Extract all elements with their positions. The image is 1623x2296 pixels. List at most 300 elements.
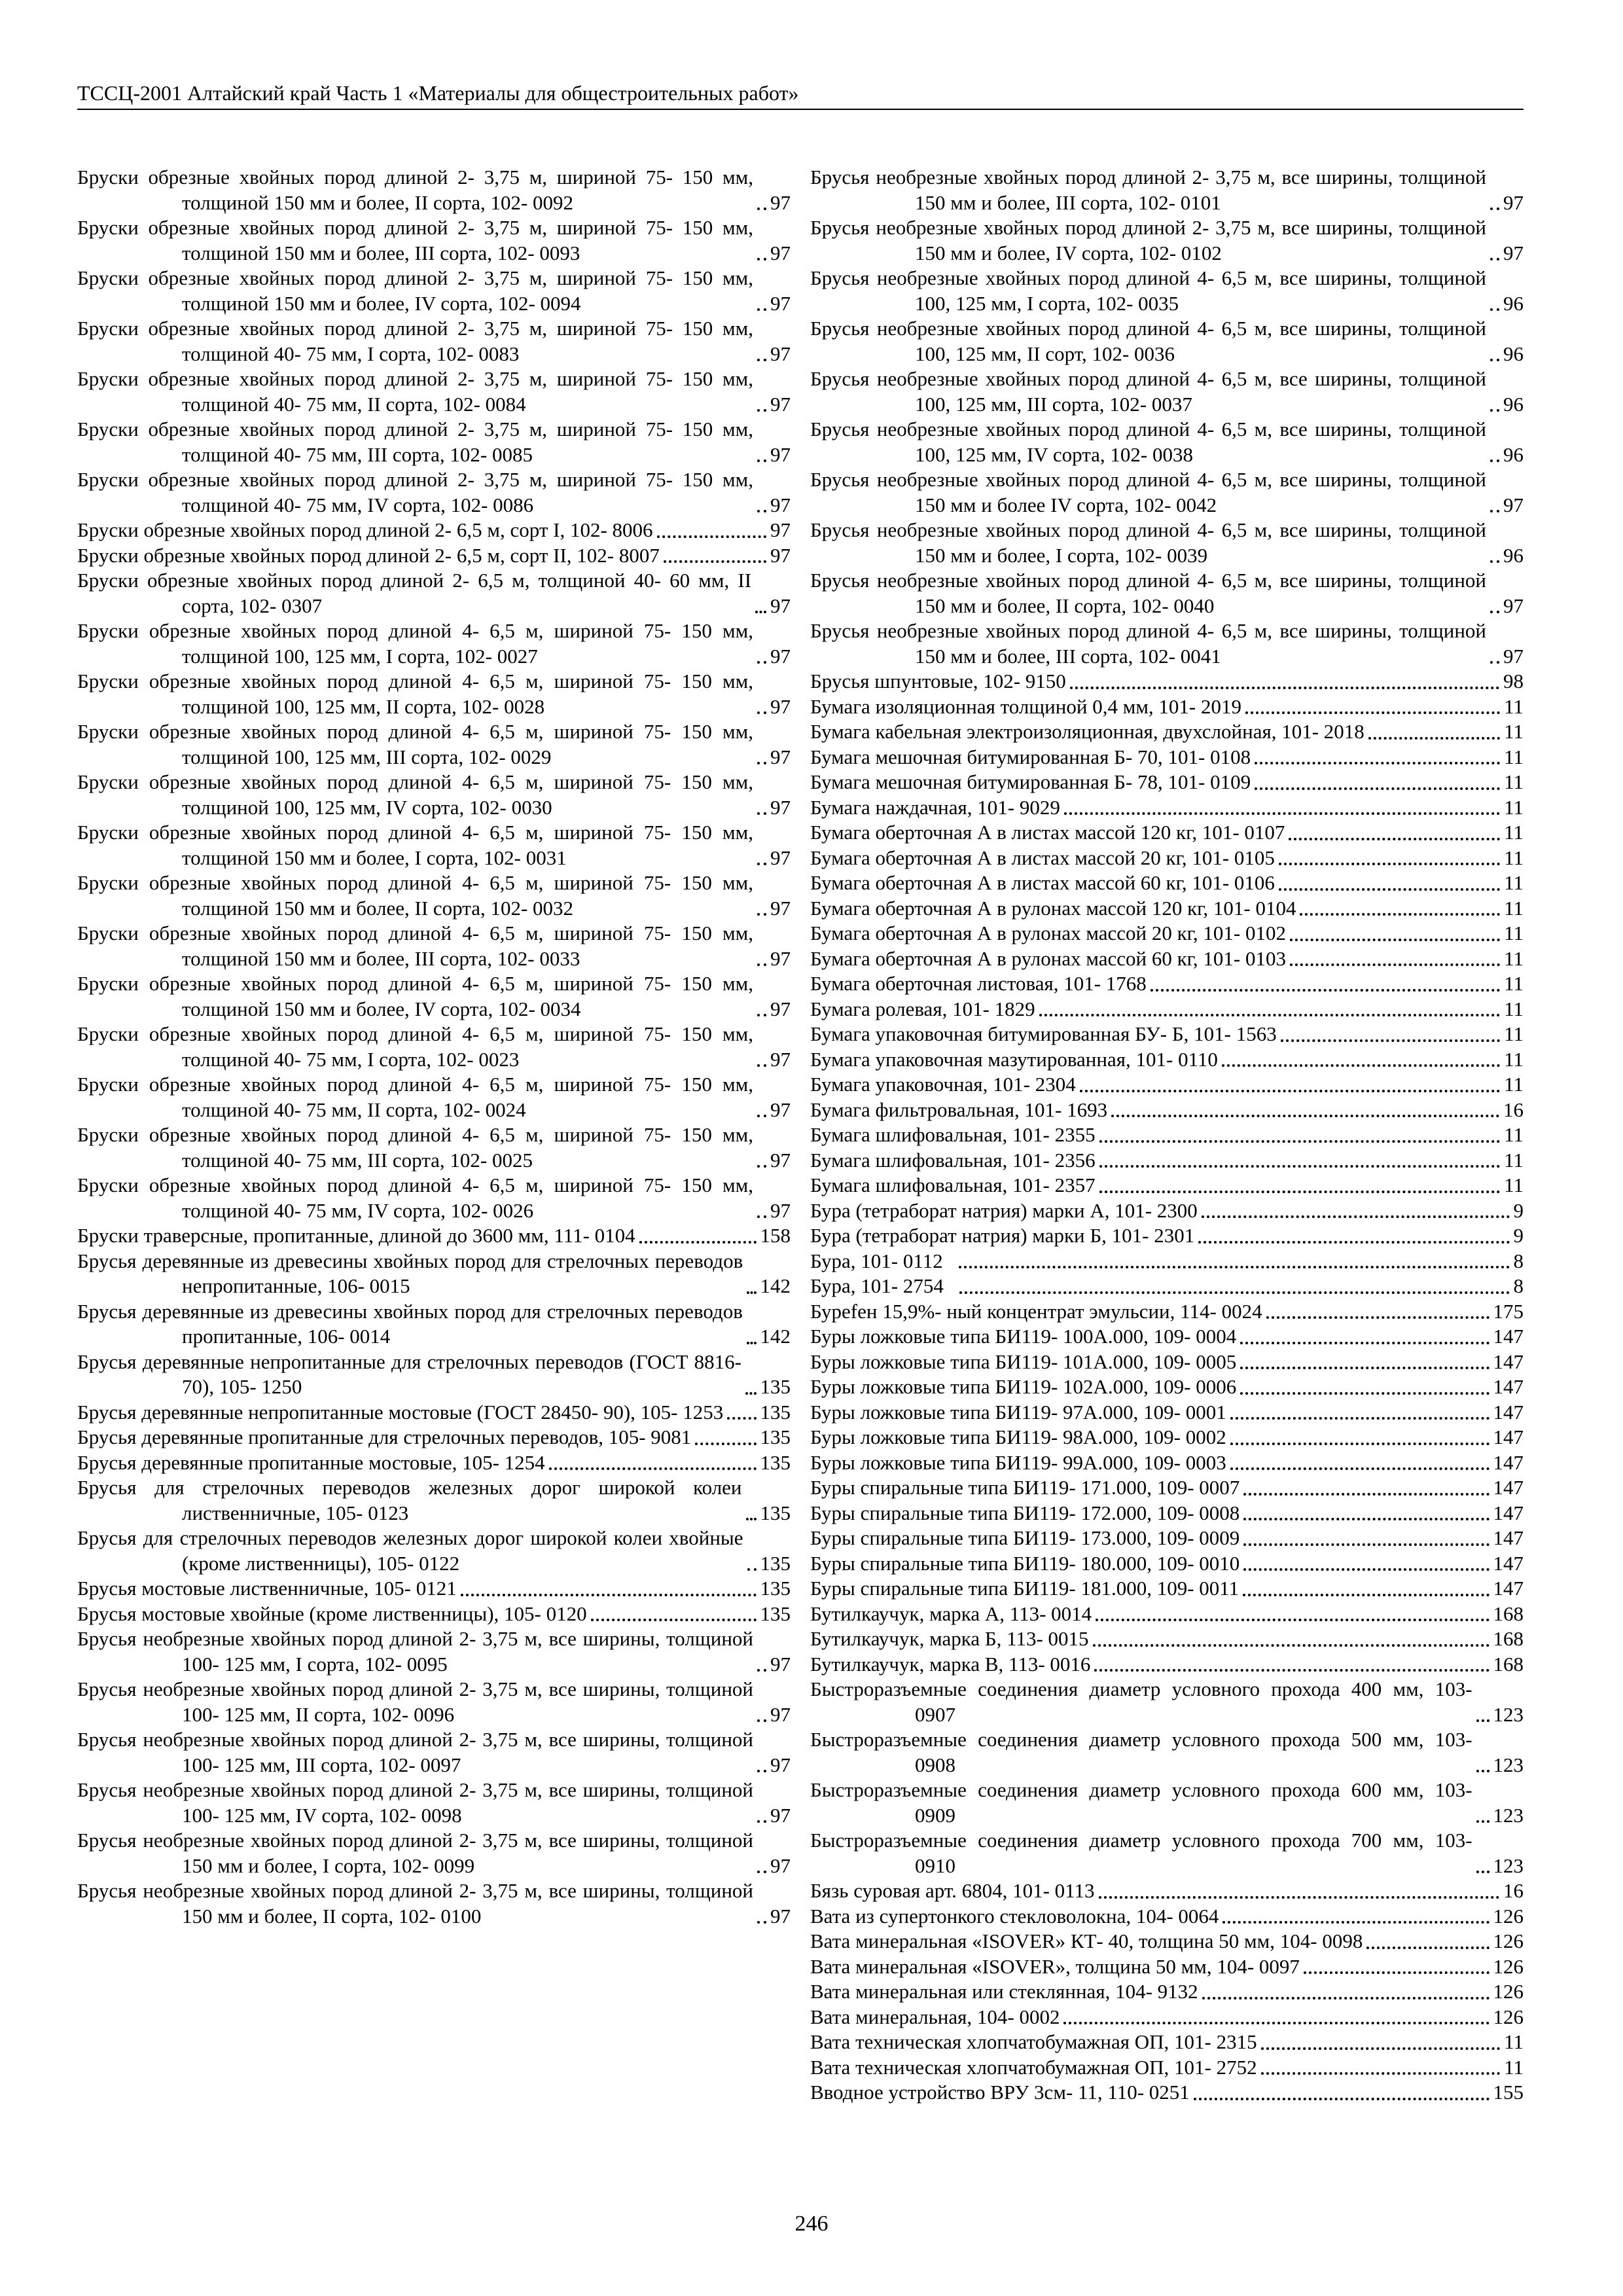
dot-leader	[1279, 863, 1500, 865]
index-entry-page: 126	[1493, 2005, 1524, 2028]
index-entry	[810, 1954, 1524, 1980]
dot-leader	[1476, 1820, 1489, 1823]
dot-leader	[1194, 2098, 1489, 2100]
dot-leader	[757, 258, 766, 260]
index-entry	[77, 316, 791, 367]
index-entry	[810, 568, 1524, 619]
index-entry	[810, 1047, 1524, 1073]
dot-leader	[1039, 1014, 1500, 1016]
index-entry	[77, 1878, 791, 1929]
dot-leader	[757, 1215, 766, 1218]
index-entry	[810, 1122, 1524, 1148]
index-entry-page: 123	[1493, 1854, 1524, 1877]
index-entry-page: 9	[1513, 1224, 1524, 1247]
index-entry	[810, 619, 1524, 669]
index-entry	[77, 1475, 791, 1526]
index-entry	[810, 417, 1524, 467]
dot-leader	[695, 1443, 756, 1445]
index-entry-term: Бумага фильтровальная, 101- 1693	[810, 1098, 1108, 1121]
index-entry-term: Бутилкаучук, марка В, 113- 0016	[810, 1652, 1091, 1676]
index-entry-page: 96	[1503, 291, 1524, 315]
index-entry-page: 97	[770, 442, 791, 466]
index-entry-page: 135	[760, 1426, 791, 1448]
index-entry	[77, 1526, 791, 1576]
index-entry	[810, 1626, 1524, 1652]
index-entry-term: Буры ложковые типа БИ119- 98А.000, 109- 0002	[810, 1426, 1226, 1448]
dot-leader	[1111, 1115, 1499, 1117]
index-entry-term: Брусья необрезные хвойных пород длиной 2- 3,75 м, все ширины, толщиной 150 мм и более, IV сорта, 102- 0102	[810, 216, 1486, 264]
index-entry-page: 135	[760, 1450, 791, 1474]
index-entry-term: Быстроразъемные соединения диаметр условного прохода 500 мм, 103- 0908	[810, 1728, 1472, 1776]
dot-leader	[757, 459, 766, 462]
dot-leader	[1490, 560, 1499, 563]
index-entry-term: Буреfен 15,9%- ный концентрат эмульсии, 114- 0024	[810, 1299, 1262, 1323]
index-entry-page: 97	[1503, 594, 1524, 617]
index-entry-page: 11	[1504, 1148, 1524, 1172]
index-entry-term: Бруски обрезные хвойных пород длиной 4- 6,5 м, шириной 75- 150 мм, толщиной 40- 75 мм, I сорта, 102- 0023	[77, 1022, 753, 1071]
index-entry-page: 97	[770, 392, 791, 416]
dot-leader	[1099, 1191, 1501, 1193]
index-entry-page: 97	[770, 342, 791, 365]
index-entry-page: 11	[1504, 720, 1524, 743]
index-entry	[77, 719, 791, 770]
index-entry-page: 168	[1493, 1602, 1524, 1625]
index-entry	[810, 1778, 1524, 1828]
index-entry-term: Бруски обрезные хвойных пород длиной 4- 6,5 м, шириной 75- 150 мм, толщиной 40- 75 мм, II сорта, 102- 0024	[77, 1073, 753, 1121]
index-entry	[77, 543, 791, 569]
dot-leader	[591, 1619, 757, 1621]
index-entry-page: 11	[1504, 770, 1524, 793]
index-entry-term: Бруски обрезные хвойных пород длиной 2- 3,75 м, шириной 75- 150 мм, толщиной 40- 75 мм, III сорта, 102- 0085	[77, 418, 753, 466]
index-entry-page: 96	[1503, 342, 1524, 365]
index-entry-page: 96	[1503, 442, 1524, 466]
dot-leader	[757, 711, 766, 714]
dot-leader	[1476, 1770, 1489, 1772]
index-entry-page: 97	[770, 997, 791, 1020]
dot-leader	[1099, 1165, 1501, 1168]
index-entry	[810, 770, 1524, 795]
dot-leader	[1304, 1971, 1489, 1974]
dot-leader	[959, 1266, 1510, 1268]
dot-leader	[1368, 737, 1500, 740]
index-entry-term: Быстроразъемные соединения диаметр условного прохода 400 мм, 103- 0907	[810, 1677, 1472, 1726]
dot-leader	[1230, 1417, 1489, 1420]
index-entry	[810, 1727, 1524, 1778]
index-entry	[810, 1098, 1524, 1123]
dot-leader	[1279, 888, 1500, 891]
dot-leader	[755, 611, 766, 613]
index-entry	[810, 1450, 1524, 1476]
index-entry	[77, 1022, 791, 1072]
index-entry-term: Бумага оберточная листовая, 101- 1768	[810, 972, 1147, 995]
index-entry-term: Брусья необрезные хвойных пород длиной 4- 6,5 м, все ширины, толщиной 150 мм и более, I сорта, 102- 0039	[810, 518, 1486, 567]
index-entry	[77, 1727, 791, 1778]
dot-leader	[664, 560, 766, 563]
index-column-right	[810, 165, 1524, 2106]
dot-leader	[1261, 2047, 1501, 2050]
index-entry-term: Буры ложковые типа БИ119- 102А.000, 109- 0006	[810, 1375, 1237, 1398]
index-entry-page: 135	[760, 1577, 791, 1600]
index-entry-page: 97	[770, 1702, 791, 1726]
index-entry	[810, 921, 1524, 946]
index-entry-page: 97	[770, 1652, 791, 1676]
index-entry	[77, 1576, 791, 1602]
index-entry	[810, 1576, 1524, 1602]
index-entry-page: 97	[770, 1803, 791, 1827]
index-entry	[810, 1425, 1524, 1450]
dot-leader	[549, 1467, 757, 1470]
dot-leader	[757, 762, 766, 764]
index-entry-term: Буры спиральные типа БИ119- 181.000, 109- 0011	[810, 1577, 1240, 1600]
index-entry-term: Бумага оберточная А в рулонах массой 60 кг, 101- 0103	[810, 946, 1286, 970]
dot-leader	[1490, 207, 1499, 210]
index-entry	[77, 1350, 791, 1400]
index-entry	[810, 1828, 1524, 1878]
dot-leader	[747, 1568, 757, 1571]
index-entry-term: Бура, 101- 0112	[810, 1249, 943, 1272]
dot-leader	[1243, 1594, 1489, 1596]
index-entry-term: Буры ложковые типа БИ119- 99А.000, 109- 0003	[810, 1450, 1226, 1474]
index-entry-term: Брусья необрезные хвойных пород длиной 4- 6,5 м, все ширины, толщиной 100, 125 мм, III сорта, 102- 0037	[810, 367, 1486, 416]
index-entry-term: Брусья необрезные хвойных пород длиной 4- 6,5 м, все ширины, толщиной 150 мм и более, III сорта, 102- 0041	[810, 619, 1486, 668]
index-entry-page: 97	[770, 190, 791, 214]
index-entry-term: Бязь суровая арт. 6804, 101- 0113	[810, 1879, 1095, 1902]
page-number: 246	[794, 2212, 829, 2236]
index-entry-term: Брусья деревянные пропитанные мостовые, 105- 1254	[77, 1450, 545, 1474]
dot-leader	[757, 963, 766, 966]
index-entry	[77, 770, 791, 820]
dot-leader	[1243, 1493, 1489, 1496]
dot-leader	[1243, 1568, 1489, 1571]
index-entry-term: Бруски обрезные хвойных пород длиной 2- 6,5 м, сорт I, 102- 8006	[77, 518, 653, 541]
dot-leader	[1366, 1946, 1489, 1949]
dot-leader	[746, 1518, 757, 1520]
index-entry-term: Вата техническая хлопчатобумажная ОП, 101- 2752	[810, 2055, 1257, 2079]
dot-leader	[1094, 1669, 1489, 1672]
index-entry	[810, 1249, 1524, 1274]
index-entry-term: Вата минеральная «ISOVER», толщина 50 мм, 104- 0097	[810, 1954, 1300, 1978]
dot-leader	[1281, 1039, 1500, 1042]
dot-leader	[757, 409, 766, 412]
index-entry	[77, 1249, 791, 1299]
dot-leader	[1243, 1518, 1489, 1520]
index-entry-term: Бруски обрезные хвойных пород длиной 2- 6,5 м, толщиной 40- 60 мм, II сорта, 102- 0307	[77, 569, 752, 617]
index-entry-page: 142	[760, 1325, 791, 1348]
index-entry-term: Брусья необрезные хвойных пород длиной 2- 3,75 м, все ширины, толщиной 100- 125 мм, I сорта, 102- 0095	[77, 1627, 753, 1676]
index-entry-term: Бумага шлифовальная, 101- 2356	[810, 1148, 1096, 1172]
index-entry-page: 147	[1493, 1577, 1524, 1600]
index-entry-term: Бумага упаковочная битумированная БУ- Б, 101- 1563	[810, 1022, 1277, 1045]
dot-leader	[757, 1719, 766, 1722]
index-entry	[77, 266, 791, 316]
index-entry-page: 126	[1493, 1954, 1524, 1978]
dot-leader	[1243, 1543, 1489, 1546]
index-entry-page: 98	[1503, 670, 1524, 692]
index-entry-term: Вводное устройство ВРУ 3см- 11, 110- 0251	[810, 2081, 1190, 2104]
index-entry-page: 97	[770, 795, 791, 819]
index-entry	[810, 846, 1524, 871]
index-entry-term: Бумага изоляционная толщиной 0,4 мм, 101- 2019	[810, 694, 1242, 718]
index-entry	[810, 1929, 1524, 1954]
index-entry-page: 11	[1504, 694, 1524, 718]
dot-leader	[1490, 359, 1499, 361]
index-entry-page: 11	[1504, 795, 1524, 819]
index-entry-page: 8	[1513, 1274, 1524, 1297]
dot-leader	[639, 1241, 757, 1244]
dot-leader	[1300, 913, 1500, 916]
index-entry-page: 135	[760, 1501, 791, 1524]
index-entry	[77, 1450, 791, 1476]
index-entry	[77, 1626, 791, 1677]
dot-leader	[1230, 1467, 1489, 1470]
index-entry-term: Бруски обрезные хвойных пород длиной 2- 3,75 м, шириной 75- 150 мм, толщиной 40- 75 мм, IV сорта, 102- 0086	[77, 468, 753, 516]
header-title: ТССЦ-2001 Алтайский край Часть 1 «Материалы для общестроительных работ»	[77, 81, 799, 105]
index-entry-page: 11	[1504, 1047, 1524, 1071]
dot-leader	[1266, 1316, 1489, 1319]
index-entry-page: 147	[1493, 1350, 1524, 1373]
index-entry	[810, 2005, 1524, 2030]
index-entry-term: Бумага мешочная битумированная Б- 70, 101- 0108	[810, 745, 1251, 768]
index-entry-page: 135	[760, 1375, 791, 1398]
index-entry-term: Бруски обрезные хвойных пород длиной 2- 3,75 м, шириной 75- 150 мм, толщиной 150 мм и более, IV сорта, 102- 0094	[77, 266, 753, 315]
dot-leader	[1222, 1064, 1500, 1067]
index-entry-page: 8	[1513, 1249, 1524, 1272]
index-entry-page: 97	[770, 493, 791, 516]
index-entry-page: 123	[1493, 1803, 1524, 1827]
index-entry-term: Буры ложковые типа БИ119- 101А.000, 109- 0005	[810, 1350, 1237, 1373]
index-entry-page: 97	[770, 543, 791, 567]
index-entry	[77, 1122, 791, 1173]
index-entry-page: 123	[1493, 1753, 1524, 1776]
dot-leader	[1290, 963, 1500, 966]
index-entry-page: 96	[1503, 392, 1524, 416]
index-entry-page: 135	[760, 1551, 791, 1575]
dot-leader	[959, 1291, 1510, 1294]
index-entry	[77, 921, 791, 971]
index-entry-term: Буры спиральные типа БИ119- 172.000, 109- 0008	[810, 1501, 1240, 1524]
index-entry-term: Бумага шлифовальная, 101- 2357	[810, 1174, 1096, 1196]
dot-leader	[1093, 1644, 1489, 1647]
index-entry	[810, 1979, 1524, 2005]
index-entry-page: 126	[1493, 1904, 1524, 1928]
index-entry-term: Бура (тетраборат натрия) марки А, 101- 2300	[810, 1198, 1198, 1222]
index-entry-page: 175	[1493, 1299, 1524, 1323]
index-entry-term: Брусья деревянные непропитанные для стрелочных переводов (ГОСТ 8816- 70), 105- 1250	[77, 1350, 741, 1398]
index-entry-page: 11	[1504, 1174, 1524, 1196]
dot-leader	[1490, 308, 1499, 311]
index-entry-term: Брусья деревянные пропитанные для стрелочных переводов, 105- 9081	[77, 1426, 692, 1448]
index-entry-term: Бумага кабельная электроизоляционная, двухслойная, 101- 2018	[810, 720, 1364, 743]
index-entry	[77, 669, 791, 719]
index-entry	[810, 1400, 1524, 1426]
dot-leader	[745, 1392, 757, 1395]
index-entry	[810, 316, 1524, 367]
index-entry	[77, 1400, 791, 1426]
index-entry-page: 11	[1504, 972, 1524, 995]
dot-leader	[747, 1291, 756, 1294]
index-entry-term: Бруски обрезные хвойных пород длиной 2- 3,75 м, шириной 75- 150 мм, толщиной 40- 75 мм, II сорта, 102- 0084	[77, 367, 753, 416]
index-entry	[810, 1475, 1524, 1501]
dot-leader	[461, 1594, 757, 1596]
index-entry-page: 97	[770, 896, 791, 920]
index-entry-term: Бутилкаучук, марка Б, 113- 0015	[810, 1627, 1089, 1650]
index-entry-term: Бумага упаковочная, 101- 2304	[810, 1073, 1076, 1096]
index-entry	[810, 1299, 1524, 1325]
dot-leader	[1476, 1871, 1489, 1873]
index-entry-term: Бруски обрезные хвойных пород длиной 4- 6,5 м, шириной 75- 150 мм, толщиной 150 мм и более, III сорта, 102- 0033	[77, 922, 753, 970]
index-entry-term: Брусья необрезные хвойных пород длиной 4- 6,5 м, все ширины, толщиной 150 мм и более IV сорта, 102- 0042	[810, 468, 1486, 516]
index-entry	[810, 971, 1524, 997]
index-entry-term: Бруски обрезные хвойных пород длиной 4- 6,5 м, шириной 75- 150 мм, толщиной 100, 125 мм, I сорта, 102- 0027	[77, 619, 753, 668]
index-entry	[810, 1148, 1524, 1174]
index-entry-page: 147	[1493, 1551, 1524, 1575]
index-entry	[810, 694, 1524, 720]
index-entry-page: 147	[1493, 1375, 1524, 1398]
index-entry-term: Бруски обрезные хвойных пород длиной 2- 3,75 м, шириной 75- 150 мм, толщиной 150 мм и более, III сорта, 102- 0093	[77, 216, 753, 264]
dot-leader	[1490, 409, 1499, 412]
dot-leader	[1063, 2022, 1489, 2024]
dot-leader	[747, 1342, 757, 1344]
dot-leader	[1099, 1896, 1499, 1899]
dot-leader	[1096, 1619, 1489, 1621]
index-entry-term: Брусья необрезные хвойных пород длиной 2- 3,75 м, все ширины, толщиной 100- 125 мм, III сорта, 102- 0097	[77, 1728, 753, 1776]
index-entry	[77, 1677, 791, 1727]
index-entry-page: 97	[770, 1198, 791, 1222]
index-entry	[810, 1526, 1524, 1551]
index-entry-term: Бруски обрезные хвойных пород длиной 4- 6,5 м, шириной 75- 150 мм, толщиной 150 мм и более, IV сорта, 102- 0034	[77, 972, 753, 1020]
index-entry-term: Вата минеральная «ISOVER» КТ- 40, толщина 50 мм, 104- 0098	[810, 1929, 1363, 1952]
dot-leader	[1064, 812, 1500, 815]
dot-leader	[1222, 1921, 1489, 1924]
index-entry-page: 97	[770, 1904, 791, 1928]
index-entry	[810, 2080, 1524, 2106]
index-entry-page: 97	[1503, 241, 1524, 264]
index-entry-page: 16	[1503, 1879, 1524, 1902]
index-entry-term: Бруски обрезные хвойных пород длиной 4- 6,5 м, шириной 75- 150 мм, толщиной 40- 75 мм, IV сорта, 102- 0026	[77, 1174, 753, 1222]
index-entry	[77, 1173, 791, 1223]
index-entry	[77, 1299, 791, 1350]
index-entry-term: Бутилкаучук, марка А, 113- 0014	[810, 1602, 1092, 1625]
index-entry-page: 9	[1513, 1198, 1524, 1222]
index-entry-term: Бура, 101- 2754	[810, 1274, 944, 1297]
dot-leader	[757, 812, 766, 815]
dot-leader	[1490, 661, 1499, 664]
index-entry-term: Брусья деревянные из древесины хвойных пород для стрелочных переводов пропитанные, 106- 0014	[77, 1299, 743, 1348]
index-entry-page: 11	[1504, 2055, 1524, 2079]
index-entry-page: 126	[1493, 1929, 1524, 1952]
index-entry-page: 97	[770, 1047, 791, 1071]
dot-leader	[1289, 838, 1500, 840]
dot-leader	[757, 913, 766, 916]
dot-leader	[657, 535, 766, 538]
index-entry-term: Бумага оберточная А в листах массой 120 кг, 101- 0107	[810, 821, 1285, 844]
dot-leader	[757, 1669, 766, 1672]
dot-leader	[757, 661, 766, 664]
index-entry-page: 11	[1504, 846, 1524, 869]
index-entry-page: 97	[770, 946, 791, 970]
index-entry	[810, 1324, 1524, 1350]
dot-leader	[1150, 989, 1500, 992]
index-entry-page: 158	[760, 1224, 791, 1247]
index-entry	[77, 971, 791, 1022]
index-entry	[77, 1425, 791, 1450]
index-entry-term: Бумага шлифовальная, 101- 2355	[810, 1123, 1096, 1146]
index-entry-page: 97	[1503, 644, 1524, 668]
index-entry-term: Бумага оберточная А в листах массой 20 кг, 101- 0105	[810, 846, 1275, 869]
index-entry-page: 97	[770, 1148, 791, 1172]
index-entry-term: Бруски обрезные хвойных пород длиной 4- 6,5 м, шириной 75- 150 мм, толщиной 40- 75 мм, III сорта, 102- 0025	[77, 1123, 753, 1172]
index-entry-page: 147	[1493, 1400, 1524, 1424]
index-entry-page: 97	[1503, 190, 1524, 214]
index-entry-page: 147	[1493, 1450, 1524, 1474]
index-entry-term: Брусья мостовые хвойные (кроме лиственницы), 105- 0120	[77, 1602, 587, 1625]
index-entry-term: Бумага оберточная А в рулонах массой 120 кг, 101- 0104	[810, 896, 1296, 920]
index-entry	[810, 870, 1524, 896]
index-entry	[810, 215, 1524, 266]
index-entry-term: Брусья деревянные из древесины хвойных пород для стрелочных переводов непропитанные, 106- 0015	[77, 1249, 743, 1297]
index-entry-term: Бумага мешочная битумированная Б- 78, 101- 0109	[810, 770, 1251, 793]
index-entry-page: 147	[1493, 1476, 1524, 1499]
index-entry-term: Вата техническая хлопчатобумажная ОП, 101- 2315	[810, 2030, 1257, 2053]
index-entry-page: 126	[1493, 1980, 1524, 2003]
index-entry-page: 11	[1504, 946, 1524, 970]
index-entry	[810, 1274, 1524, 1299]
index-entry-term: Брусья необрезные хвойных пород длиной 4- 6,5 м, все ширины, толщиной 100, 125 мм, I сорта, 102- 0035	[810, 266, 1486, 315]
index-entry	[810, 2055, 1524, 2081]
index-entry-term: Бруски обрезные хвойных пород длиной 4- 6,5 м, шириной 75- 150 мм, толщиной 150 мм и более, II сорта, 102- 0032	[77, 871, 753, 920]
index-entry	[77, 1072, 791, 1122]
dot-leader	[1240, 1342, 1489, 1344]
index-entry-page: 11	[1504, 1022, 1524, 1045]
index-entry-page: 147	[1493, 1501, 1524, 1524]
index-entry	[77, 518, 791, 543]
index-entry	[77, 1602, 791, 1627]
index-entry-term: Бумага оберточная А в рулонах массой 20 кг, 101- 0102	[810, 922, 1286, 944]
index-entry-page: 11	[1504, 745, 1524, 768]
index-entry	[810, 1173, 1524, 1198]
index-entry	[810, 1501, 1524, 1526]
index-entry-page: 155	[1493, 2081, 1524, 2104]
index-entry-term: Буры ложковые типа БИ119- 97А.000, 109- 0001	[810, 1400, 1226, 1424]
dot-leader	[757, 1820, 766, 1823]
dot-leader	[757, 1165, 766, 1168]
dot-leader	[1490, 459, 1499, 462]
index-entry-term: Брусья для стрелочных переводов железных дорог широкой колеи хвойные (кроме лиственницы), 105- 0122	[77, 1526, 743, 1575]
index-entry	[810, 1878, 1524, 1904]
index-entry-term: Буры спиральные типа БИ119- 171.000, 109- 0007	[810, 1476, 1240, 1499]
index-entry-page: 11	[1504, 1123, 1524, 1146]
index-entry	[810, 820, 1524, 846]
index-entry	[810, 997, 1524, 1022]
index-entry-term: Брусья для стрелочных переводов железных дорог широкой колеи лиственничные, 105- 0123	[77, 1476, 742, 1524]
index-entry-term: Вата минеральная или стеклянная, 104- 9132	[810, 1980, 1198, 2003]
index-entry-page: 11	[1504, 997, 1524, 1020]
index-entry-term: Бруски обрезные хвойных пород длиной 4- 6,5 м, шириной 75- 150 мм, толщиной 150 мм и более, I сорта, 102- 0031	[77, 821, 753, 869]
index-entry-term: Брусья необрезные хвойных пород длиной 2- 3,75 м, все ширины, толщиной 100- 125 мм, II сорта, 102- 0096	[77, 1677, 753, 1726]
index-entry-page: 97	[770, 644, 791, 668]
dot-leader	[1476, 1719, 1489, 1722]
index-entry	[810, 669, 1524, 694]
index-entry-page: 135	[760, 1602, 791, 1625]
index-entry-page: 97	[770, 745, 791, 768]
index-entry	[77, 820, 791, 870]
dot-leader	[757, 510, 766, 512]
index-entry-term: Бруски обрезные хвойных пород длиной 2- 6,5 м, сорт II, 102- 8007	[77, 543, 660, 567]
dot-leader	[1255, 787, 1500, 790]
index-entry	[77, 367, 791, 417]
index-entry	[77, 568, 791, 619]
index-entry	[810, 1072, 1524, 1098]
